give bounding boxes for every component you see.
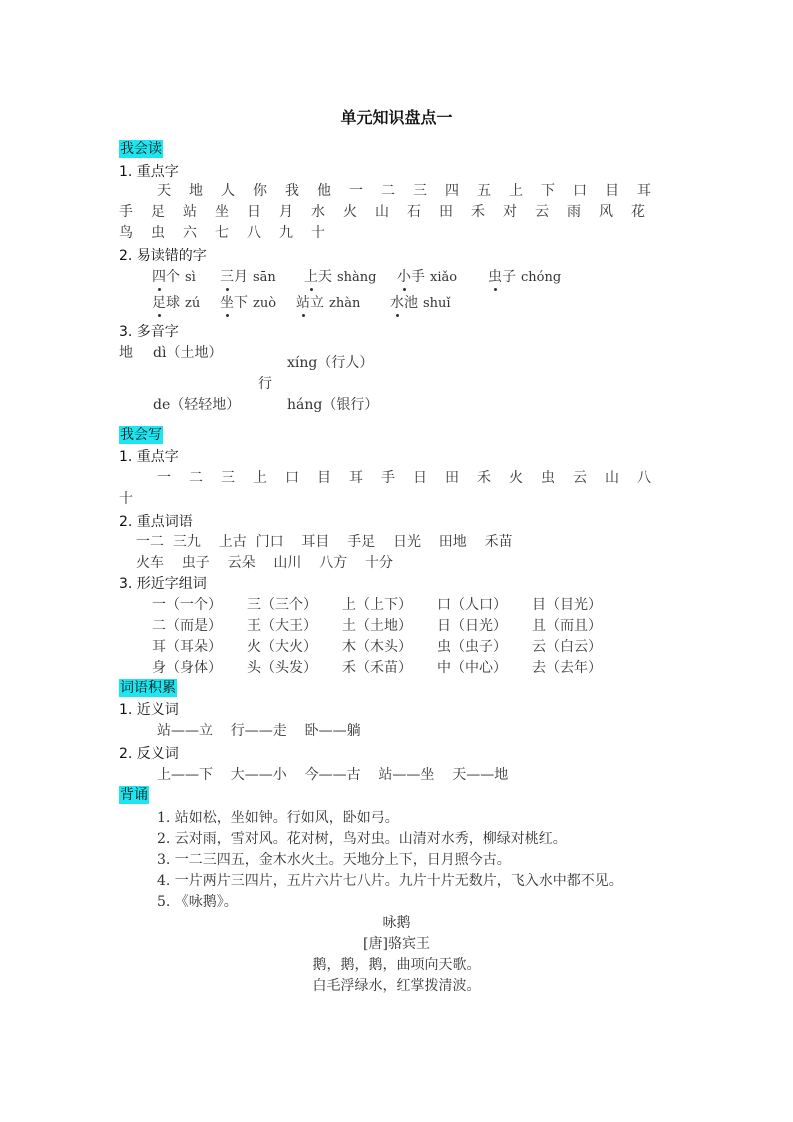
antonyms-line: 上——下 大——小 今——古 站——坐 天——地 bbox=[157, 767, 509, 783]
char: 火 bbox=[343, 204, 357, 220]
similar-char-word: 王（大王） bbox=[247, 618, 317, 634]
similar-char-word: 身（身体） bbox=[152, 660, 222, 676]
char: 八 bbox=[247, 225, 261, 241]
char: 三 bbox=[221, 470, 235, 486]
similar-char-word: 禾（禾苗） bbox=[342, 660, 412, 676]
char: 二 bbox=[189, 470, 203, 486]
key-words-line1: 一二 三九 上古 门口 耳目 手足 日光 田地 禾苗 bbox=[136, 534, 513, 550]
polyphonic-di-a: dì（土地） bbox=[153, 345, 223, 361]
char: 云 bbox=[573, 470, 587, 486]
similar-chars-row bbox=[152, 615, 627, 635]
polyphonic-char-di: 地 bbox=[119, 345, 133, 361]
similar-char-word: 木（木头） bbox=[342, 639, 412, 655]
char: 我 bbox=[285, 183, 299, 199]
similar-char-word: 虫（虫子） bbox=[437, 639, 507, 655]
char: 站 bbox=[183, 204, 197, 220]
section-heading-write: 我会写 bbox=[120, 427, 162, 443]
char: 足 bbox=[151, 204, 165, 220]
char: 口 bbox=[285, 470, 299, 486]
char: 月 bbox=[279, 204, 293, 220]
misread-word: 小手 xiǎo bbox=[397, 266, 488, 286]
misread-row2 bbox=[152, 292, 490, 312]
char: 九 bbox=[279, 225, 293, 241]
write-chars-row1 bbox=[157, 467, 669, 487]
char: 人 bbox=[221, 183, 235, 199]
char: 七 bbox=[215, 225, 229, 241]
char: 田 bbox=[445, 470, 459, 486]
write-chars-row2 bbox=[119, 488, 151, 508]
similar-char-word: 二（而是） bbox=[152, 618, 222, 634]
subheading-key-words: 2. 重点词语 bbox=[119, 514, 193, 530]
recite-item: 5. 《咏鹅》。 bbox=[157, 894, 238, 910]
char: 口 bbox=[573, 183, 587, 199]
recite-item: 3. 一二三四五，金木水火土。天地分上下，日月照今古。 bbox=[157, 852, 511, 868]
char: 六 bbox=[183, 225, 197, 241]
similar-char-word: 土（土地） bbox=[342, 618, 412, 634]
char: 四 bbox=[445, 183, 459, 199]
polyphonic-di-b: de（轻轻地） bbox=[153, 397, 241, 413]
section-heading-words: 词语积累 bbox=[120, 680, 176, 696]
char: 你 bbox=[253, 183, 267, 199]
page-title: 单元知识盘点一 bbox=[340, 108, 453, 127]
polyphonic-char-xing: 行 bbox=[258, 376, 272, 392]
misread-word: 三月 sān bbox=[220, 266, 304, 286]
similar-char-word: 上（上下） bbox=[342, 597, 412, 613]
similar-char-word: 云（白云） bbox=[532, 639, 602, 655]
similar-char-word: 头（头发） bbox=[247, 660, 317, 676]
similar-char-word: 火（大火） bbox=[247, 639, 317, 655]
char: 日 bbox=[413, 470, 427, 486]
similar-chars-row bbox=[152, 594, 627, 614]
char: 一 bbox=[157, 470, 171, 486]
recite-item: 1. 站如松，坐如钟。行如风，卧如弓。 bbox=[157, 810, 399, 826]
misread-word: 上天 shàng bbox=[304, 266, 397, 286]
misread-word: 四个 sì bbox=[152, 266, 220, 286]
synonyms-line: 站——立 行——走 卧——躺 bbox=[157, 723, 361, 739]
subheading-synonyms: 1. 近义词 bbox=[119, 702, 179, 718]
char: 上 bbox=[509, 183, 523, 199]
char: 下 bbox=[541, 183, 555, 199]
char: 虫 bbox=[151, 225, 165, 241]
char: 日 bbox=[247, 204, 261, 220]
polyphonic-xing-b: háng（银行） bbox=[287, 397, 379, 413]
char: 禾 bbox=[471, 204, 485, 220]
char: 耳 bbox=[637, 183, 651, 199]
key-chars-row2 bbox=[119, 201, 663, 221]
char: 十 bbox=[311, 225, 325, 241]
subheading-similar-chars: 3. 形近字组词 bbox=[119, 576, 207, 592]
subheading-write-chars: 1. 重点字 bbox=[119, 449, 179, 465]
poem-line: 白毛浮绿水，红掌拨清波。 bbox=[312, 978, 481, 994]
subheading-polyphonic: 3. 多音字 bbox=[119, 324, 179, 340]
key-chars-row1 bbox=[157, 180, 669, 200]
char: 地 bbox=[189, 183, 203, 199]
similar-chars-row bbox=[152, 657, 627, 677]
char: 坐 bbox=[215, 204, 229, 220]
similar-char-word: 一（一个） bbox=[152, 597, 222, 613]
poem-title: 咏鹅 bbox=[382, 915, 411, 931]
section-heading-read: 我会读 bbox=[120, 141, 162, 157]
similar-char-word: 去（去年） bbox=[532, 660, 602, 676]
char: 鸟 bbox=[119, 225, 133, 241]
subheading-misread-chars: 2. 易读错的字 bbox=[119, 248, 207, 264]
misread-row1 bbox=[152, 266, 588, 286]
similar-char-word: 且（而且） bbox=[532, 618, 602, 634]
misread-word: 坐下 zuò bbox=[220, 292, 296, 312]
char: 雨 bbox=[567, 204, 581, 220]
char: 山 bbox=[605, 470, 619, 486]
char: 禾 bbox=[477, 470, 491, 486]
char: 天 bbox=[157, 183, 171, 199]
misread-word: 虫子 chóng bbox=[488, 266, 588, 286]
char: 目 bbox=[605, 183, 619, 199]
misread-word: 足球 zú bbox=[152, 292, 220, 312]
char: 八 bbox=[637, 470, 651, 486]
char: 上 bbox=[253, 470, 267, 486]
char: 火 bbox=[509, 470, 523, 486]
char: 五 bbox=[477, 183, 491, 199]
recite-item: 2. 云对雨，雪对风。花对树，鸟对虫。山清对水秀，柳绿对桃红。 bbox=[157, 831, 567, 847]
section-heading-recite: 背诵 bbox=[120, 787, 148, 803]
recite-item: 4. 一片两片三四片，五片六片七八片。九片十片无数片，飞入水中都不见。 bbox=[157, 873, 623, 889]
similar-char-word: 目（目光） bbox=[532, 597, 602, 613]
poem-line: 鹅，鹅，鹅，曲项向天歌。 bbox=[312, 957, 481, 973]
misread-word: 站立 zhàn bbox=[296, 292, 390, 312]
similar-char-word: 三（三个） bbox=[247, 597, 317, 613]
char: 目 bbox=[317, 470, 331, 486]
similar-char-word: 日（日光） bbox=[437, 618, 507, 634]
poem-author: [唐]骆宾王 bbox=[363, 936, 430, 952]
char: 三 bbox=[413, 183, 427, 199]
char: 二 bbox=[381, 183, 395, 199]
char: 虫 bbox=[541, 470, 555, 486]
char: 山 bbox=[375, 204, 389, 220]
char: 一 bbox=[349, 183, 363, 199]
similar-char-word: 耳（耳朵） bbox=[152, 639, 222, 655]
char: 他 bbox=[317, 183, 331, 199]
char: 手 bbox=[119, 204, 133, 220]
char: 田 bbox=[439, 204, 453, 220]
char: 云 bbox=[535, 204, 549, 220]
char: 对 bbox=[503, 204, 517, 220]
key-chars-row3 bbox=[119, 222, 343, 242]
char: 十 bbox=[119, 491, 133, 507]
char: 石 bbox=[407, 204, 421, 220]
misread-word: 水池 shuǐ bbox=[390, 292, 490, 312]
subheading-antonyms: 2. 反义词 bbox=[119, 746, 179, 762]
subheading-key-chars: 1. 重点字 bbox=[119, 164, 179, 180]
char: 耳 bbox=[349, 470, 363, 486]
char: 花 bbox=[631, 204, 645, 220]
char: 风 bbox=[599, 204, 613, 220]
polyphonic-xing-a: xíng（行人） bbox=[287, 355, 374, 371]
char: 水 bbox=[311, 204, 325, 220]
char: 手 bbox=[381, 470, 395, 486]
similar-chars-row bbox=[152, 636, 627, 656]
similar-char-word: 中（中心） bbox=[437, 660, 507, 676]
key-words-line2: 火车 虫子 云朵 山川 八方 十分 bbox=[136, 555, 394, 571]
similar-char-word: 口（人口） bbox=[437, 597, 507, 613]
